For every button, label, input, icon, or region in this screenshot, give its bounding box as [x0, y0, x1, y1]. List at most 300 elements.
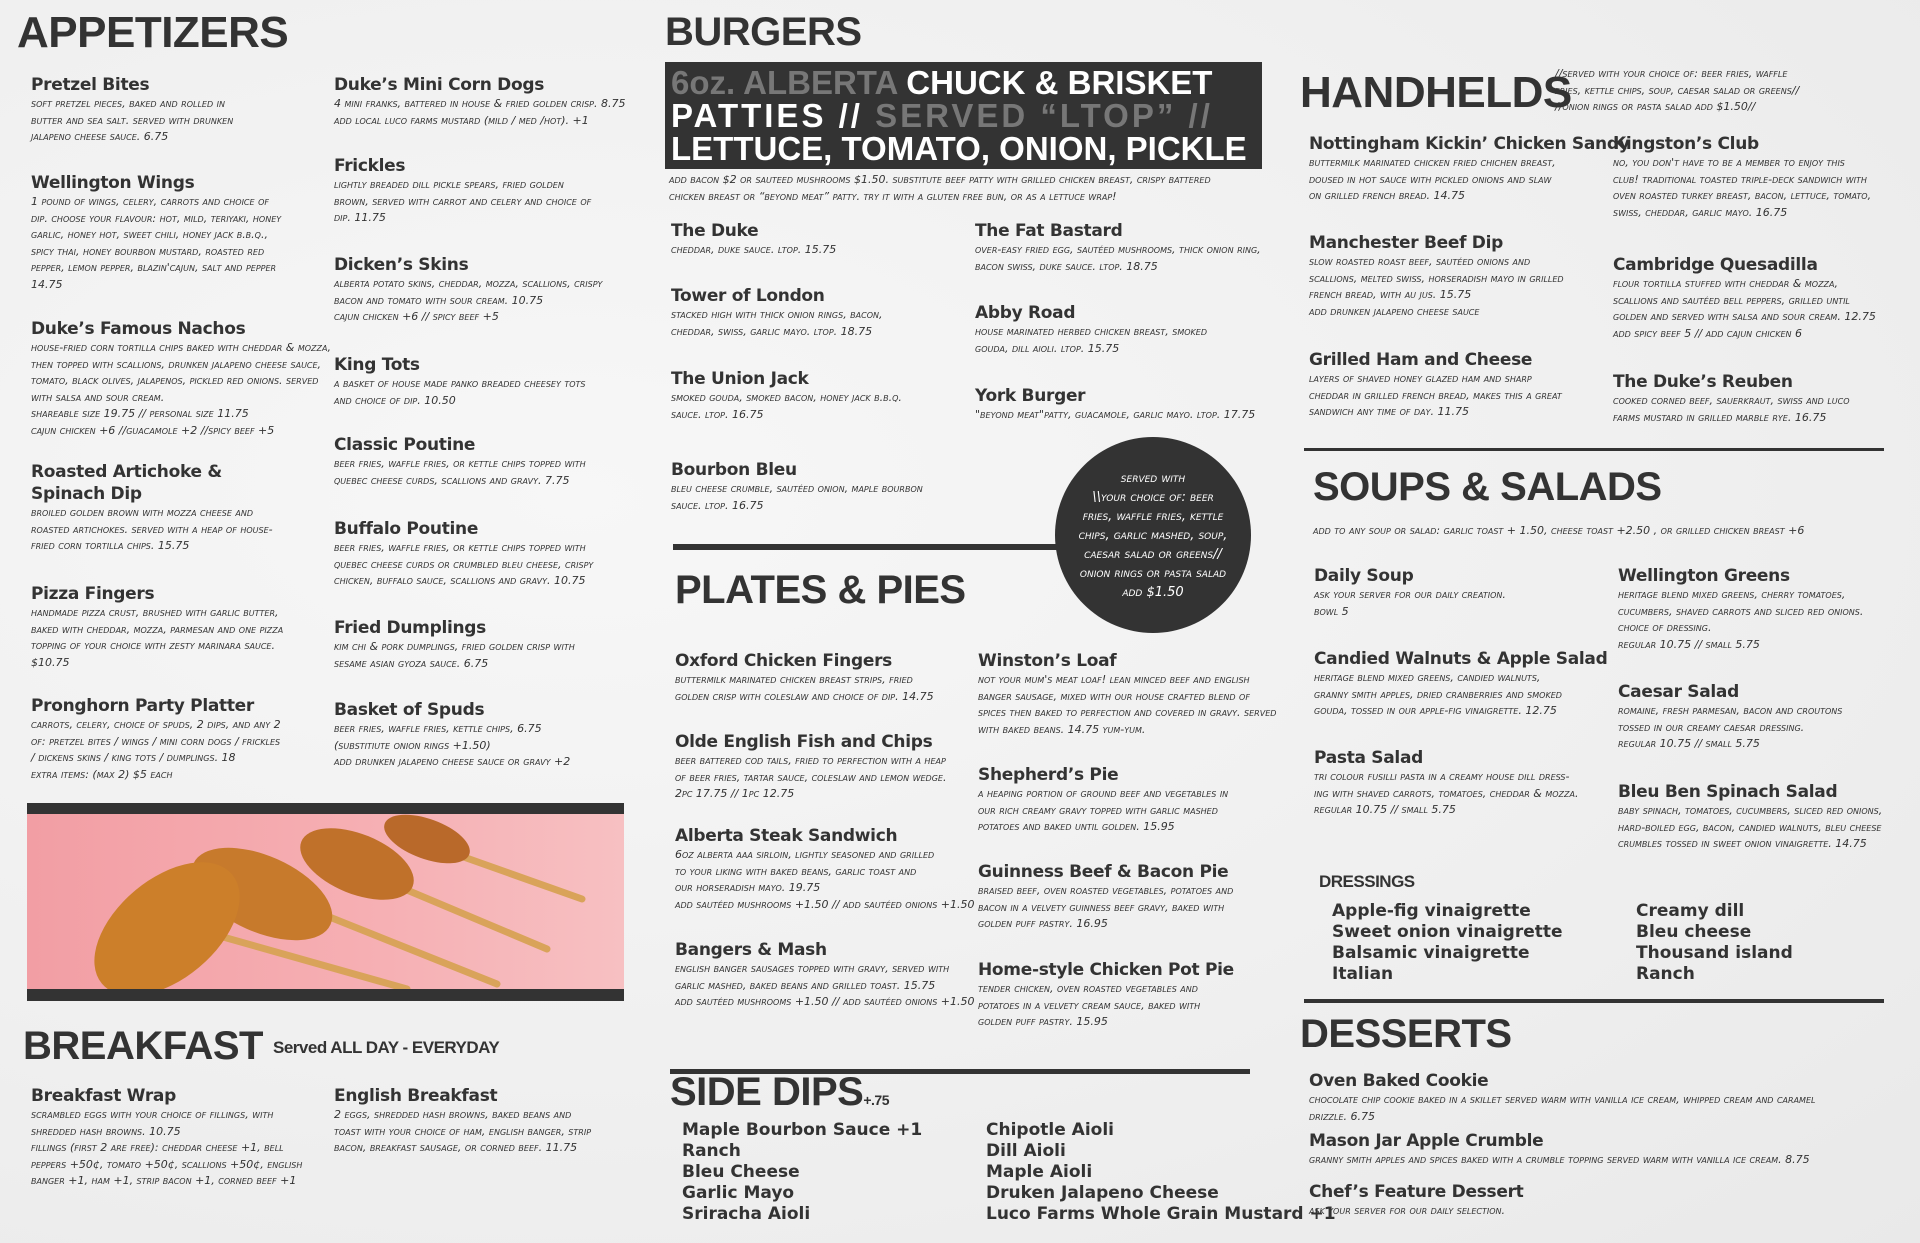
text-line: 6oz alberta aaa sirloin, lightly seasoned and grilled: [675, 848, 935, 861]
note-text: add to any soup or salad: garlic toast + 1.50, cheese toast +2.50 , or grilled chicken breast +6: [1313, 524, 1805, 537]
item-name: Wellington Greens: [1618, 566, 1790, 586]
text-line: $10.75: [31, 655, 70, 669]
text-line: not your mum's meat loaf! lean minced beef and english: [978, 673, 1250, 686]
item-name: Alberta Steak Sandwich: [675, 826, 898, 846]
item-description: [978, 883, 1278, 933]
text-line: add drunken jalapeno cheese sauce: [1309, 304, 1480, 318]
text-line: topping of your choice with zesty marinara sauce.: [31, 639, 275, 652]
text-line: banger +1, ham +1, strip bacon +1, corned beef +1: [31, 1174, 297, 1187]
menu-item: [671, 285, 971, 340]
item-name: Kingston’s Club: [1613, 134, 1759, 154]
text-line: chocolate chip cookie baked in a skillet served warm with vanilla ice cream, whipped cream and caramel: [1309, 1093, 1816, 1106]
text-line: tomato, black olives, jalapenos, pickled red onions. served: [31, 374, 319, 387]
menu-item: [334, 434, 634, 489]
menu-item: [334, 1085, 634, 1157]
text-line: bacon and tomato with sour cream. 10.75: [334, 293, 544, 307]
item-name: Bleu Ben Spinach Salad: [1618, 782, 1838, 802]
text-line: cucumbers, shaved carrots and sliced red onions.: [1618, 604, 1864, 618]
plates-heading: PLATES & PIES: [675, 568, 966, 612]
text-line: granny smith apples, dried cranberries and smoked: [1314, 687, 1562, 701]
menu-item: [975, 302, 1275, 357]
text-line: buttermilk marinated chicken fried chichen breast,: [1309, 156, 1556, 169]
text-line: Sriracha Aioli: [682, 1204, 811, 1224]
menu-item: [975, 385, 1275, 424]
text-line: add bacon $2 or sauteed mushrooms $1.50. substitute beef patty with grilled chicken breast, crispy battered: [669, 173, 1211, 186]
text-line: Ranch: [1636, 964, 1695, 984]
text-line: Balsamic vinaigrette: [1332, 943, 1530, 963]
text-line: golden crisp with coleslaw and choice of dip. 14.75: [675, 689, 934, 703]
text-line: jalapeno cheese sauce. 6.75: [31, 130, 169, 143]
dressings-heading: DRESSINGS: [1319, 872, 1415, 891]
text-line: bacon, breakfast sausage, or corned beef. 11.75: [334, 1141, 578, 1154]
item-description: [1618, 803, 1918, 853]
text-line: stacked high with thick onion rings, bacon,: [671, 308, 883, 321]
menu-item: [1314, 747, 1614, 819]
item-name: Spinach Dip: [31, 484, 142, 504]
item-name: Pretzel Bites: [31, 75, 150, 95]
menu-item: [975, 220, 1275, 275]
text-line: sauce. ltop. 16.75: [671, 407, 764, 421]
photo-bar-top: [27, 803, 624, 814]
divider: [1304, 999, 1884, 1003]
banner-text: LETTUCE, TOMATO, ONION, PICKLE: [671, 130, 1247, 167]
text-line: broiled golden brown with mozza cheese and: [31, 506, 254, 519]
item-name: Abby Road: [975, 303, 1076, 323]
text-line: spices then baked to perfection and covered in gravy. served: [978, 706, 1277, 719]
text-line: 14.75: [31, 277, 63, 291]
text-line: with baked beans. 14.75 yum-yum.: [978, 722, 1146, 736]
text-line: golden and served with salsa and sour cream. 12.75: [1613, 310, 1876, 323]
text-line: and choice of dip. 10.50: [334, 393, 456, 407]
item-description: [31, 505, 331, 555]
text-line: doused in hot sauce with pickled onions and slaw: [1309, 172, 1552, 186]
text-line: add drunken jalapeno cheese sauce or gravy +2: [334, 755, 571, 768]
text-line: tri colour fusilli pasta in a creamy house dill dress-: [1314, 770, 1570, 783]
menu-item: [1618, 781, 1918, 853]
item-name: Duke’s Famous Nachos: [31, 319, 246, 339]
text-line: Sweet onion vinaigrette: [1332, 922, 1563, 942]
text-line: farms mustard in grilled marble rye. 16.75: [1613, 410, 1827, 424]
item-description: [334, 96, 634, 129]
text-line: gouda, tossed in our apple-fig vinaigrette. 12.75: [1314, 704, 1557, 717]
text-line: cajun chicken +6 //guacamole +2 //spicy beef +5: [31, 423, 275, 437]
text-line: scrambled eggs with your choice of fillings, with: [31, 1108, 274, 1121]
text-line: beer fries, waffle fries, kettle chips, 6.75: [334, 722, 542, 735]
item-description: [1613, 155, 1913, 221]
text-line: choice of dressing.: [1618, 621, 1712, 634]
item-name: Pasta Salad: [1314, 748, 1423, 768]
side-dips-right: [986, 1120, 1336, 1225]
item-name: Nottingham Kickin’ Chicken Sandy: [1309, 134, 1630, 154]
text-line: club! traditional toasted triple-deck sandwich with: [1613, 172, 1867, 186]
text-line: potatoes and baked until golden. 15.95: [978, 820, 1175, 833]
text-line: bacon swiss, duke sauce. ltop. 18.75: [975, 259, 1158, 273]
appetizers-heading: APPETIZERS: [17, 8, 289, 57]
text-line: shredded hash browns. 10.75: [31, 1124, 181, 1138]
text-line: kim chi & pork dumplings, fried golden crisp with: [334, 640, 575, 653]
item-name: Roasted Artichoke &: [31, 462, 222, 482]
text-line: layers of shaved honey glazed ham and sharp: [1309, 372, 1532, 385]
menu-item: [675, 731, 975, 803]
menu-item: [1618, 681, 1918, 753]
item-name: Manchester Beef Dip: [1309, 233, 1504, 253]
desserts-heading: DESSERTS: [1300, 1012, 1512, 1056]
item-description: [334, 1107, 634, 1157]
sides-circle: [1055, 437, 1251, 633]
item-name: Duke’s Mini Corn Dogs: [334, 75, 545, 95]
breakfast-subtitle: Served ALL DAY - EVERYDAY: [273, 1038, 500, 1057]
item-description: [1618, 587, 1918, 653]
text-line: add spicy beef 5 // add cajun chicken 6: [1613, 326, 1802, 340]
item-description: [334, 276, 634, 326]
text-line: lightly breaded dill pickle spears, fried golden: [334, 178, 564, 191]
text-line: //served with your choice of: beer fries, waffle: [1555, 67, 1788, 80]
text-line: soft pretzel pieces, baked and rolled in: [31, 97, 225, 110]
item-name: Frickles: [334, 156, 406, 176]
text-line: garlic, honey hot, sweet chili, honey jack b.b.q.,: [31, 228, 268, 241]
text-line: house-fried corn tortilla chips baked with cheddar & mozza,: [31, 341, 331, 354]
soups-salads-note: [1313, 523, 1804, 540]
text-line: fillings (first 2 are free): cheddar cheese +1, bell: [31, 1141, 284, 1154]
text-line: roasted artichokes. served with a heap of house-: [31, 522, 273, 536]
menu-item: [334, 254, 634, 326]
menu-item: [978, 650, 1278, 738]
item-name: Basket of Spuds: [334, 700, 485, 720]
text-line: 2pc 17.75 // 1pc 12.75: [675, 787, 795, 800]
text-line: served with: [1120, 470, 1186, 486]
text-line: add local luco farms mustard (mild / med /hot). +1: [334, 113, 589, 127]
text-line: of: pretzel bites / wings / mini corn dogs / frickles: [31, 734, 281, 748]
text-line: a basket of house made panko breaded cheesey tots: [334, 377, 586, 390]
text-line: Bleu cheese: [1636, 922, 1752, 942]
text-line: smoked gouda, smoked bacon, honey jack b.b.q.: [671, 391, 902, 404]
item-name: Candied Walnuts & Apple Salad: [1314, 649, 1608, 669]
item-description: [675, 961, 975, 1011]
handhelds-heading: HANDHELDS: [1300, 68, 1572, 117]
burgers-note: [669, 172, 1211, 205]
menu-item: [334, 617, 634, 672]
text-line: on grilled french bread. 14.75: [1309, 189, 1466, 202]
text-line: bowl 5: [1314, 604, 1349, 618]
text-line: romaine, fresh parmesan, bacon and croutons: [1618, 704, 1843, 717]
banner-text: SERVED “LTOP” //: [875, 97, 1213, 134]
item-description: [975, 324, 1275, 357]
text-line: Creamy dill: [1636, 901, 1745, 921]
text-line: tossed in our creamy caesar dressing.: [1618, 720, 1805, 734]
item-description: [1309, 371, 1609, 421]
text-line: sauce. ltop. 16.75: [671, 498, 764, 512]
text-line: bacon in a velvety guinness beef gravy, baked with: [978, 900, 1225, 914]
text-line: pepper, lemon pepper, blazin'cajun, salt and pepper: [31, 261, 277, 274]
text-line: our horseradish mayo. 19.75: [675, 881, 821, 894]
text-line: Ranch: [682, 1141, 741, 1161]
text-line: then topped with scallions, drunken jalapeno cheese sauce,: [31, 357, 322, 371]
item-description: [671, 307, 971, 340]
item-name: Mason Jar Apple Crumble: [1309, 1131, 1544, 1151]
item-description: [671, 242, 971, 259]
item-name: Oxford Chicken Fingers: [675, 651, 892, 671]
text-line: scallions, melted swiss, horseradish mayo in grilled: [1309, 271, 1564, 285]
item-name: Buffalo Poutine: [334, 519, 479, 539]
corn-dogs-photo: [27, 814, 624, 989]
text-line: sandwich any time of day. 11.75: [1309, 405, 1470, 418]
item-description: [671, 481, 971, 514]
menu-item: [31, 74, 331, 146]
text-line: Dill Aioli: [986, 1141, 1066, 1161]
text-line: Maple Bourbon Sauce +1: [682, 1120, 923, 1140]
item-description: [1618, 703, 1918, 753]
text-line: Apple-fig vinaigrette: [1332, 901, 1531, 921]
text-line: fries, waffle fries, kettle: [1082, 508, 1224, 524]
menu-item: [1309, 1181, 1609, 1220]
item-name: The Duke: [671, 221, 759, 241]
text-line: banger sausage, mixed with our house crafted blend of: [978, 689, 1250, 703]
menu-item: [31, 695, 331, 783]
text-line: Thousand island: [1636, 943, 1793, 963]
text-line: a heaping portion of ground beef and vegetables in: [978, 787, 1229, 800]
text-line: dip. choose your flavour: hot, mild, teriyaki, honey: [31, 211, 282, 225]
text-line: baby spinach, tomatoes, cucumbers, sliced red onions,: [1618, 804, 1883, 817]
text-line: our rich creamy gravy topped with garlic mashed: [978, 803, 1218, 817]
item-description: [975, 242, 1275, 275]
text-line: extra items: (max 2) $5 each: [31, 767, 173, 781]
item-name: Pizza Fingers: [31, 584, 155, 604]
text-line: quebec cheese curds or crumbled bleu cheese, crispy: [334, 557, 594, 571]
text-line: beer fries, waffle fries, or kettle chips topped with: [334, 541, 586, 554]
menu-item: [671, 459, 971, 514]
item-description: [1314, 587, 1614, 620]
text-line: gouda, dill aioli. ltop. 15.75: [975, 341, 1120, 355]
menu-item: [675, 825, 975, 913]
item-description: [675, 753, 975, 803]
text-line: to your liking with baked beans, garlic toast and: [675, 864, 917, 878]
item-name: Tower of London: [671, 286, 825, 306]
menu-item: [334, 699, 634, 771]
item-description: [31, 1107, 331, 1190]
text-line: / dickens skins / king tots / dumplings. 18: [31, 751, 236, 764]
item-description: [1309, 1152, 1810, 1169]
text-line: granny smith apples and spices baked with a crumble topping served warm with vanilla ice cream. 8.75: [1309, 1153, 1810, 1166]
item-description: [334, 721, 634, 771]
divider: [673, 544, 1063, 550]
text-line: ask your server for our daily selection.: [1309, 1204, 1506, 1217]
text-line: add $1.50: [1122, 584, 1184, 600]
text-line: toast with your choice of ham, english banger, strip: [334, 1124, 592, 1138]
item-name: Dicken’s Skins: [334, 255, 469, 275]
text-line: no, you don't have to be a member to enjoy this: [1613, 156, 1845, 169]
dressings-right: [1636, 901, 1793, 985]
burgers-heading: BURGERS: [665, 10, 862, 54]
text-line: Bleu Cheese: [682, 1162, 800, 1182]
text-line: scallions and sautéed bell peppers, grilled until: [1613, 293, 1850, 307]
text-line: shareable size 19.75 // personal size 11.75: [31, 407, 249, 420]
photo-bar-bottom: [27, 989, 624, 1001]
text-line: fried corn tortilla chips. 15.75: [31, 539, 190, 552]
menu-item: [334, 74, 634, 129]
item-description: [978, 672, 1278, 738]
item-description: [31, 194, 331, 293]
text-line: potatoes in a velvety cream sauce, baked with: [978, 998, 1201, 1012]
menu-item: [1309, 1130, 1810, 1169]
text-line: Druken Jalapeno Cheese: [986, 1183, 1219, 1203]
text-line: quebec cheese curds, scallions and gravy. 7.75: [334, 473, 570, 487]
item-name: Pronghorn Party Platter: [31, 696, 254, 716]
text-line: braised beef, oven roasted vegetables, potatoes and: [978, 884, 1234, 897]
text-line: with salsa and sour cream.: [31, 390, 165, 404]
banner-text: CHUCK & BRISKET: [906, 64, 1213, 101]
side-dips-price: +.75: [863, 1092, 889, 1108]
divider: [1304, 448, 1884, 451]
text-line: regular 10.75 // small 5.75: [1618, 737, 1760, 750]
menu-item: [1314, 565, 1614, 620]
text-line: caesar salad or greens//: [1084, 546, 1222, 562]
item-name: The Union Jack: [671, 369, 809, 389]
item-name: Bangers & Mash: [675, 940, 827, 960]
item-name: Daily Soup: [1314, 566, 1414, 586]
text-line: sesame asian gyoza sauce. 6.75: [334, 656, 489, 670]
dressings-left: [1332, 901, 1563, 985]
text-line: slow roasted roast beef, sautéed onions and: [1309, 255, 1531, 268]
item-name: Cambridge Quesadilla: [1613, 255, 1818, 275]
item-description: [1314, 670, 1614, 720]
item-description: [675, 847, 975, 913]
item-description: [1314, 769, 1614, 819]
item-description: [978, 786, 1278, 836]
item-description: [31, 96, 331, 146]
item-name: The Duke’s Reuben: [1613, 372, 1793, 392]
handhelds-note: [1555, 66, 1799, 116]
item-name: Breakfast Wrap: [31, 1086, 176, 1106]
item-name: York Burger: [975, 386, 1086, 406]
menu-item: [671, 368, 971, 423]
text-line: golden puff pastry. 15.95: [978, 1015, 1108, 1028]
text-line: heritage blend mixed greens, cherry tomatoes,: [1618, 588, 1846, 601]
text-line: add sautéed mushrooms +1.50 // add sautéed onions +1.50: [675, 897, 975, 911]
item-description: [675, 672, 975, 705]
text-line: cooked corned beef, sauerkraut, swiss and luco: [1613, 394, 1850, 407]
menu-item: [1309, 349, 1609, 421]
text-line: "beyond meat"patty, guacamole, garlic mayo. ltop. 17.75: [975, 408, 1256, 421]
text-line: add sautéed mushrooms +1.50 // add sautéed onions +1.50: [675, 995, 975, 1008]
item-description: [334, 177, 634, 227]
text-line: handmade pizza crust, brushed with garlic butter,: [31, 606, 279, 619]
text-line: carrots, celery, choice of spuds, 2 dips, and any 2: [31, 718, 281, 731]
text-line: house marinated herbed chicken breast, smoked: [975, 325, 1207, 338]
side-dips-heading: [670, 1070, 889, 1115]
text-line: alberta potato skins, cheddar, mozza, scallions, crispy: [334, 277, 603, 290]
menu-item: [978, 959, 1278, 1031]
menu-item: [675, 650, 975, 705]
item-description: [1309, 1203, 1609, 1220]
menu-item: [1613, 254, 1913, 342]
item-name: Fried Dumplings: [334, 618, 486, 638]
item-name: Shepherd’s Pie: [978, 765, 1119, 785]
text-line: cajun chicken +6 // spicy beef +5: [334, 310, 499, 323]
text-line: crumbles tossed in sweet onion vinaigrette. 14.75: [1618, 837, 1867, 850]
side-dips-left: [682, 1120, 922, 1225]
menu-item: [334, 518, 634, 590]
text-line: oven roasted turkey breast, bacon, lettuce, tomato,: [1613, 189, 1872, 202]
item-name: Oven Baked Cookie: [1309, 1071, 1489, 1091]
menu-item: [334, 155, 634, 227]
text-line: cheddar, swiss, garlic mayo. ltop. 18.75: [671, 324, 873, 338]
item-description: [671, 390, 971, 423]
item-description: [978, 981, 1278, 1031]
item-name: Caesar Salad: [1618, 682, 1739, 702]
text-line: buttermilk marinated chicken breast strips, fried: [675, 673, 913, 686]
item-description: [1613, 276, 1913, 342]
text-line: //onion rings or pasta salad add $1.50//: [1555, 100, 1756, 113]
item-name: Winston’s Loaf: [978, 651, 1117, 671]
banner-text: 6oz. ALBERTA: [671, 64, 907, 101]
breakfast-heading: BREAKFAST: [23, 1024, 263, 1068]
menu-item: [31, 318, 331, 439]
text-line: english banger sausages topped with gravy, served with: [675, 962, 950, 975]
text-line: french bread, with au jus. 15.75: [1309, 288, 1472, 301]
item-name: Guinness Beef & Bacon Pie: [978, 862, 1229, 882]
item-description: [334, 540, 634, 590]
text-line: tender chicken, oven roasted vegetables and: [978, 982, 1198, 995]
item-description: [31, 717, 331, 783]
item-name: Wellington Wings: [31, 173, 195, 193]
text-line: heritage blend mixed greens, candied walnuts,: [1314, 671, 1541, 684]
text-line: cheddar in grilled french bread, makes this a great: [1309, 388, 1562, 402]
text-line: baked with cheddar, mozza, parmesan and one pizza: [31, 622, 284, 636]
text-line: Garlic Mayo: [682, 1183, 795, 1203]
text-line: beer battered cod tails, fried to perfection with a heap: [675, 754, 946, 767]
text-line: \\your choice of: beer: [1092, 489, 1214, 505]
text-line: chips, garlic mashed, soup,: [1078, 527, 1228, 543]
text-line: regular 10.75 // small 5.75: [1314, 803, 1456, 816]
item-name: Classic Poutine: [334, 435, 476, 455]
item-description: [334, 639, 634, 672]
burger-banner: [665, 62, 1262, 169]
text-line: (substitiute onion rings +1.50): [334, 738, 491, 752]
text-line: over-easy fried egg, sautéed mushrooms, thick onion ring,: [975, 243, 1261, 256]
item-description: [334, 456, 634, 489]
item-description: [1309, 1092, 1816, 1125]
text-line: peppers +50¢, tomato +50¢, scallions +50¢, english: [31, 1157, 303, 1171]
banner-text: PATTIES //: [671, 97, 876, 134]
menu-item: [671, 220, 971, 259]
text-line: garlic mashed, baked beans and grilled toast. 15.75: [675, 978, 936, 992]
text-line: Chipotle Aioli: [986, 1120, 1114, 1140]
text-line: onion rings or pasta salad: [1079, 565, 1227, 581]
text-line: drizzle. 6.75: [1309, 1109, 1376, 1123]
text-line: swiss, cheddar, garlic mayo. 16.75: [1613, 205, 1788, 219]
menu-item: [1613, 371, 1913, 426]
menu-item: [31, 461, 331, 555]
text-line: ing with shaved carrots, tomatoes, cheddar & mozza.: [1314, 786, 1579, 800]
text-line: chicken breast or “beyond meat” patty. try it with a gluten free bun, or as a lettuce wrap!: [669, 189, 1117, 203]
text-line: dip. 11.75: [334, 211, 386, 224]
menu-item: [31, 583, 331, 671]
item-description: [1309, 155, 1609, 205]
menu-item: [1613, 133, 1913, 221]
item-name: King Tots: [334, 355, 420, 375]
menu-item: [1309, 133, 1630, 205]
item-name: Grilled Ham and Cheese: [1309, 350, 1533, 370]
menu-item: [31, 1085, 331, 1190]
text-line: 4 mini franks, battered in house & fried golden crisp. 8.75: [334, 97, 626, 110]
menu-item: [675, 939, 975, 1011]
text-line: ask your server for our daily creation.: [1314, 588, 1506, 601]
text-line: brown, served with carrot and celery and choice of: [334, 194, 592, 208]
text-line: spicy thai, honey bourbon mustard, roasted red: [31, 244, 265, 258]
text-line: of beer fries, tartar sauce, coleslaw and lemon wedge.: [675, 770, 947, 784]
text-line: butter and sea salt. served with drunken: [31, 113, 234, 127]
text-line: cheddar, duke sauce. ltop. 15.75: [671, 243, 837, 256]
